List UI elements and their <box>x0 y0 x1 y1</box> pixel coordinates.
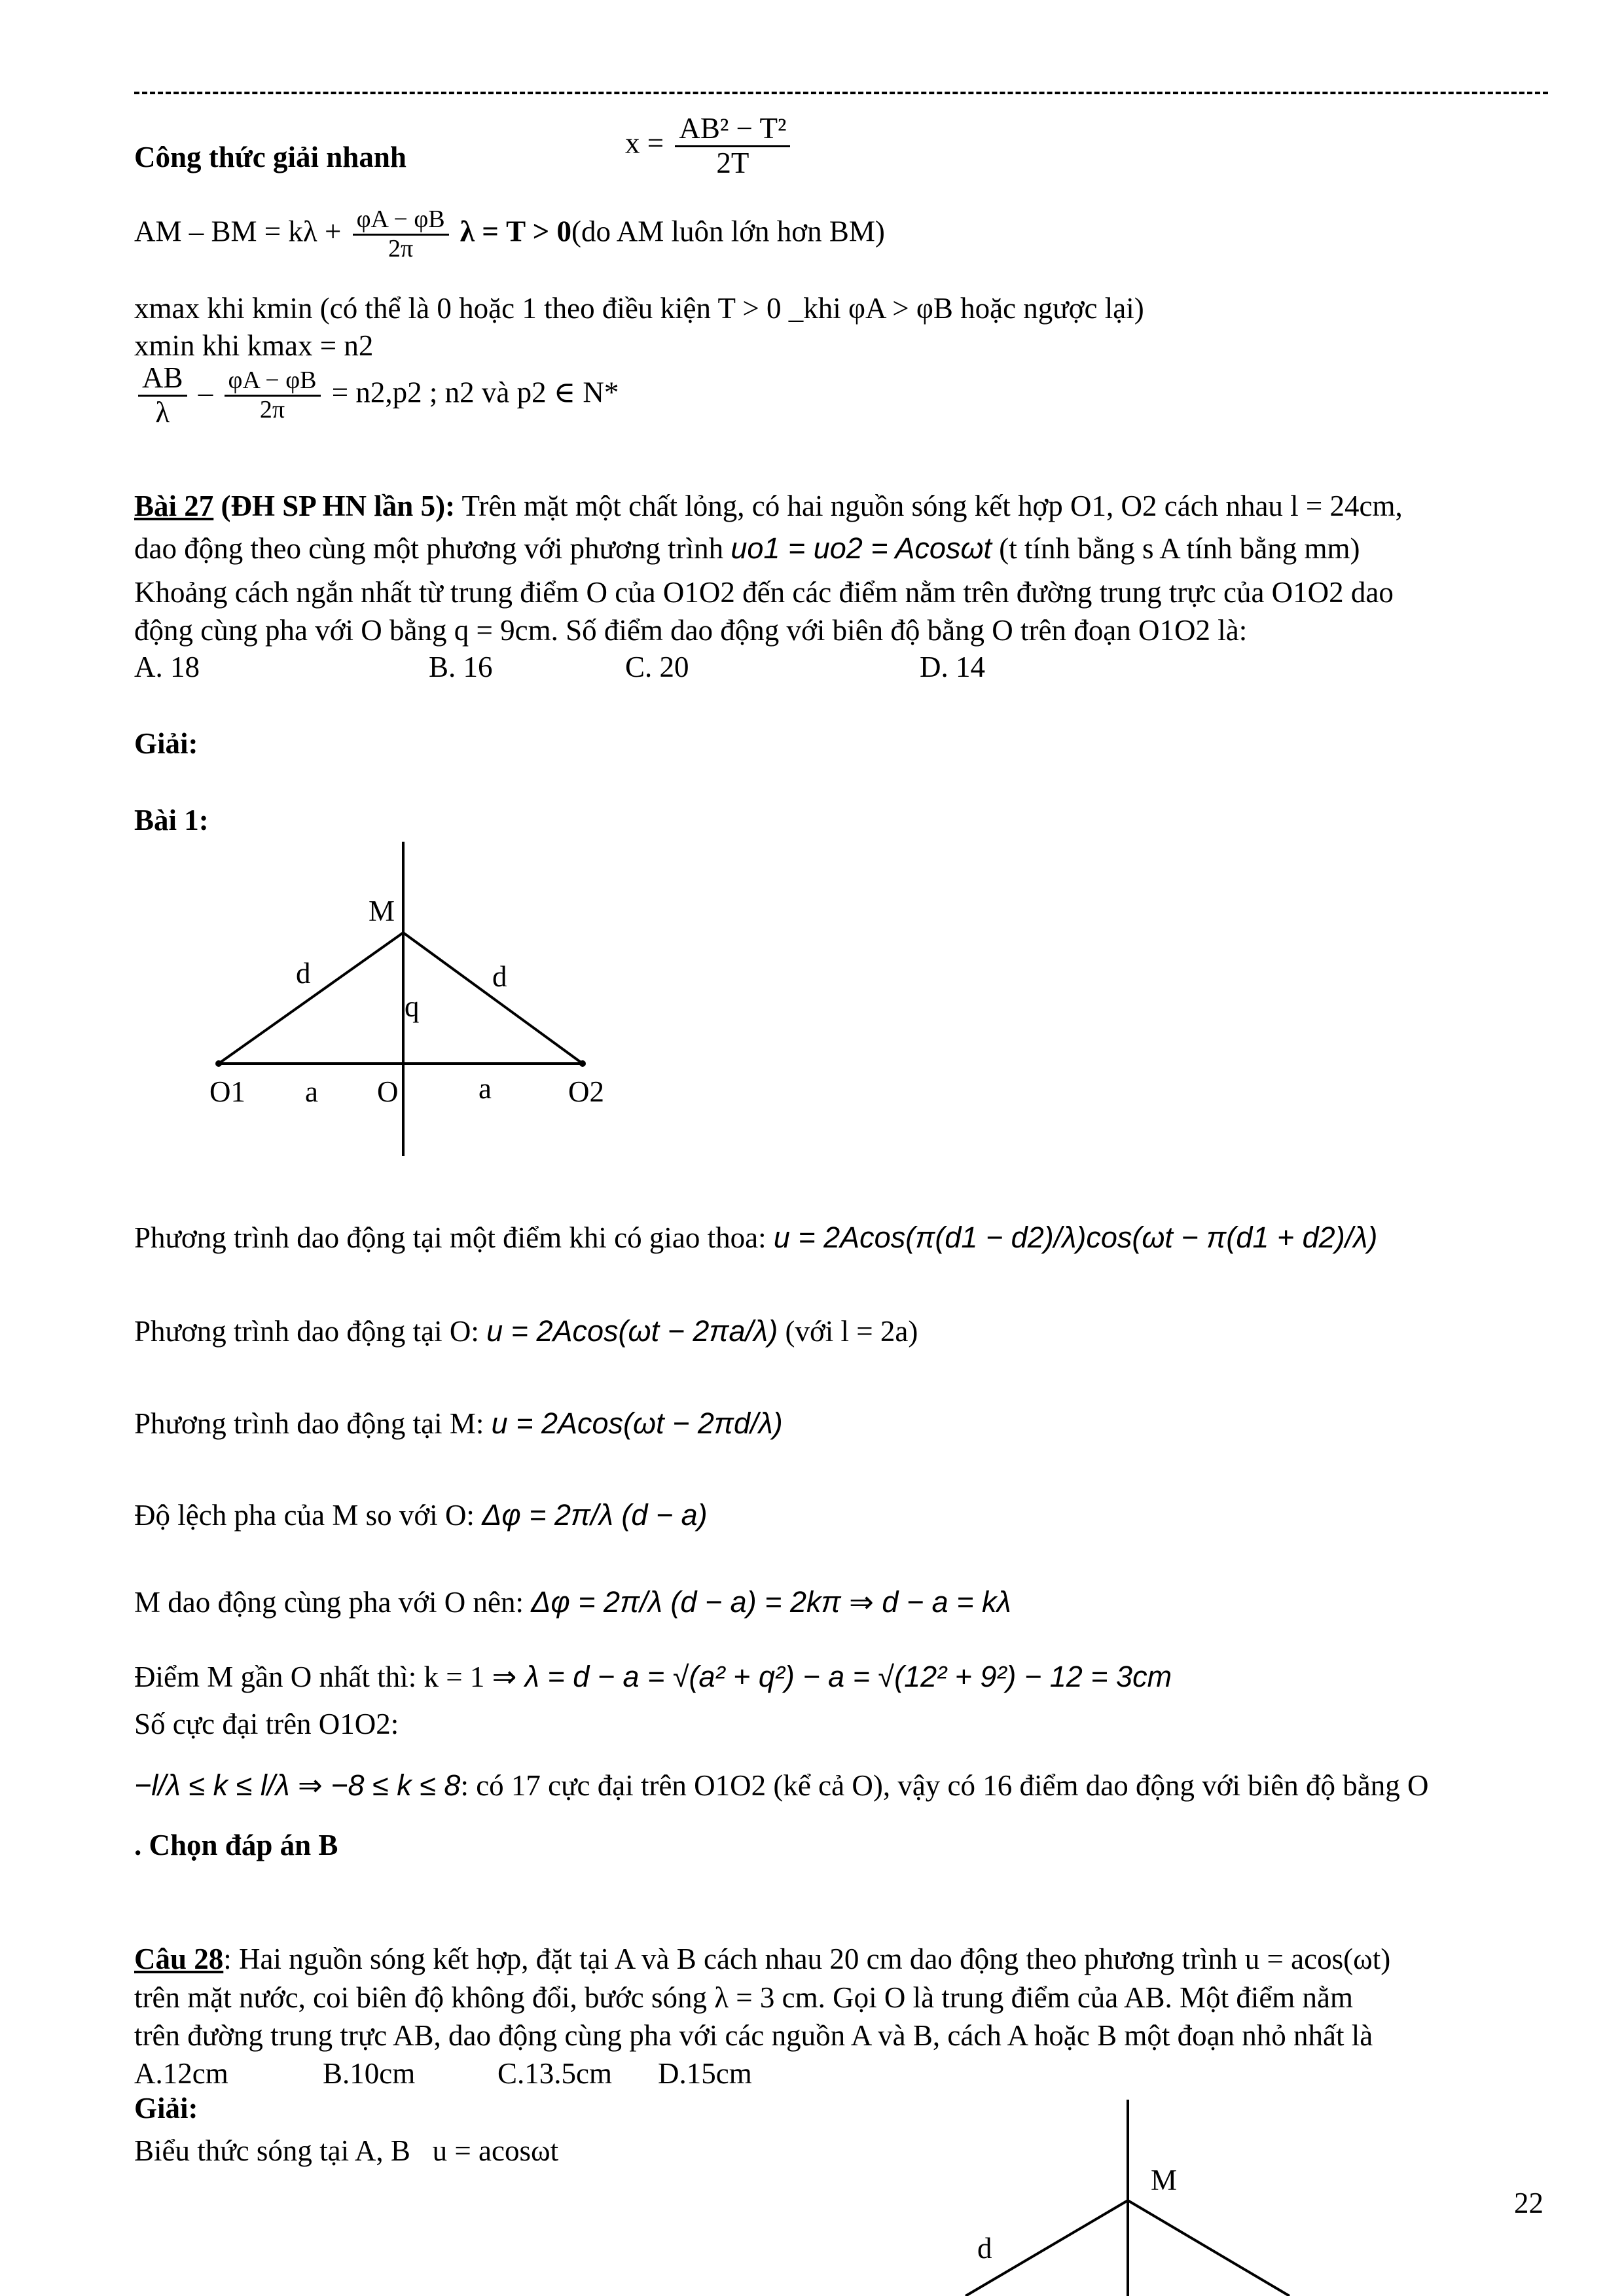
eq6-text: Điểm M gần O nhất thì: k = 1 <box>134 1660 485 1693</box>
eq6-math: ⇒ λ = d − a = √(a² + q²) − a = √(12² + 9²) − 12 = 3cm <box>492 1660 1172 1693</box>
label-m: M <box>369 895 395 927</box>
bai27-option-b: B. 16 <box>429 651 493 683</box>
bai27-option-d: D. 14 <box>920 651 985 683</box>
formula-line2-numerator: φA − φB <box>353 206 449 236</box>
solution-eq1 <box>134 1219 1377 1256</box>
label-o: O <box>377 1075 399 1108</box>
eq5-text: M dao động cùng pha với O nên: <box>134 1586 524 1619</box>
diagram2-right-line <box>1128 2200 1290 2296</box>
cau28-line1 <box>134 1941 1390 1977</box>
cau28-line3: trên đường trung trực AB, dao động cùng pha với các nguồn A và B, cách A hoặc B một đoạn nhỏ nhất là <box>134 2019 1373 2052</box>
solution-eq4 <box>134 1497 708 1534</box>
o1-m-segment <box>219 933 403 1064</box>
label-o2: O2 <box>568 1075 604 1108</box>
formula-line2-rhs: λ = T > 0 <box>460 215 571 248</box>
eq2-note: (với l = 2a) <box>785 1315 918 1348</box>
solution-conclusion: . Chọn đáp án B <box>134 1829 338 1861</box>
label-a-right: a <box>478 1072 492 1105</box>
formula-x-numerator: AB² − T² <box>675 113 790 147</box>
cau28-giai: Giải: <box>134 2092 198 2125</box>
cau28-option-c: C.13.5cm <box>497 2057 612 2090</box>
eq8-text: : có 17 cực đại trên O1O2 (kể cả O), vậy có 16 điểm dao động với biên độ bằng O <box>460 1769 1429 1802</box>
formula-line2-note: (do AM luôn lớn hơn BM) <box>571 215 885 248</box>
solution-eq3 <box>134 1405 783 1442</box>
formula-line5-rhs: = n2,p2 ; n2 và p2 ∈ N* <box>331 376 619 409</box>
bai27-text2a: dao động theo cùng một phương với phương trình <box>134 532 724 565</box>
cau28-line2: trên mặt nước, coi biên độ không đổi, bước sóng λ = 3 cm. Gọi O là trung điểm của AB. Một điểm nằm <box>134 1981 1354 2014</box>
bai27-option-a: A. 18 <box>134 651 200 683</box>
eq4-text: Độ lệch pha của M so với O: <box>134 1499 475 1532</box>
eq2-text: Phương trình dao động tại O: <box>134 1315 479 1348</box>
formula-line5-frac2-num: φA − φB <box>225 367 321 397</box>
top-dashed-separator <box>134 92 1548 94</box>
solution-eq6 <box>134 1659 1172 1695</box>
eq8-math: −l/λ ≤ k ≤ l/λ ⇒ −8 ≤ k ≤ 8 <box>134 1768 461 1802</box>
label-q: q <box>405 990 420 1023</box>
solution-eq2 <box>134 1313 918 1350</box>
formula-line2-fraction <box>353 206 449 263</box>
formula-xmin-line: xmin khi kmax = n2 <box>134 329 374 362</box>
cau28-label: Câu 28 <box>134 1943 224 1975</box>
eq1-text: Phương trình dao động tại một điểm khi có giao thoa: <box>134 1221 767 1254</box>
o1-point <box>215 1060 222 1067</box>
giai-label: Giải: <box>134 727 198 760</box>
solution-eq8 <box>134 1767 1428 1804</box>
label-d-right: d <box>492 960 507 993</box>
label-d-left: d <box>296 957 311 990</box>
eq3-math: u = 2Acos(ωt − 2πd/λ) <box>491 1407 783 1440</box>
bai27-line1 <box>134 488 1403 524</box>
bai27-text2b: (t tính bằng s A tính bằng mm) <box>999 532 1360 565</box>
label-o1: O1 <box>209 1075 245 1108</box>
bieu-thuc-text: Biểu thức sóng tại A, B <box>134 2134 410 2167</box>
formula-line5: $\frac{AB}{\lambda}$ – $\frac{\varphi A - \varphi B}{2\pi}$ = n2,p2 ; n2 và p2 ∈ N* <box>134 362 619 429</box>
cau28-option-d: D.15cm <box>658 2057 752 2090</box>
formula-line2-lhs: AM – BM = kλ + <box>134 215 342 248</box>
second-diagram <box>916 2094 1375 2296</box>
page-number: 22 <box>1514 2187 1543 2219</box>
formula-line5-frac1-den: λ <box>155 395 170 429</box>
bai27-line2 <box>134 530 1360 567</box>
eq4-math: Δφ = 2π/λ (d − a) <box>482 1498 708 1532</box>
cau28-bieu-thuc <box>134 2132 558 2169</box>
formula-line5-frac2 <box>225 367 321 424</box>
diagram2-label-m: M <box>1151 2164 1178 2197</box>
triangle-diagram <box>196 838 655 1165</box>
solution-eq5 <box>134 1584 1011 1621</box>
bai27-line4: động cùng pha với O bằng q = 9cm. Số điểm dao động với biên độ bằng O trên đoạn O1O2 là: <box>134 614 1248 647</box>
formula-xmax-line: xmax khi kmin (có thể là 0 hoặc 1 theo điều kiện T > 0 _khi φA > φB hoặc ngược lại) <box>134 292 1144 325</box>
eq2-math: u = 2Acos(ωt − 2πa/λ) <box>486 1314 778 1348</box>
formula-x-denominator: 2T <box>716 146 749 179</box>
formula-title: Công thức giải nhanh <box>134 141 406 173</box>
formula-x-lhs: x = <box>625 126 664 160</box>
bai27-line3: Khoảng cách ngắn nhất từ trung điểm O của O1O2 đến các điểm nằm trên đường trung trực của O1O2 dao <box>134 576 1394 609</box>
bai27-text1: Trên mặt một chất lỏng, có hai nguồn sóng kết hợp O1, O2 cách nhau l = 24cm, <box>461 490 1403 522</box>
bai1-label: Bài 1: <box>134 804 209 836</box>
solution-eq7: Số cực đại trên O1O2: <box>134 1708 399 1740</box>
eq5-math: Δφ = 2π/λ (d − a) = 2kπ ⇒ d − a = kλ <box>531 1585 1011 1619</box>
bai27-label: Bài 27 <box>134 490 214 522</box>
cau28-option-a: A.12cm <box>134 2057 228 2090</box>
bieu-thuc-eq: u = acosωt <box>432 2134 559 2167</box>
cau28-option-b: B.10cm <box>323 2057 416 2090</box>
diagram2-label-d: d <box>977 2232 992 2265</box>
bai27-option-c: C. 20 <box>625 651 689 683</box>
formula-line2-denominator: 2π <box>388 234 414 262</box>
eq3-text: Phương trình dao động tại M: <box>134 1407 484 1440</box>
label-a-left: a <box>305 1075 318 1108</box>
formula-line5-frac1 <box>138 362 187 429</box>
bai27-equation: uo1 = uo2 = Acosωt <box>731 531 992 565</box>
formula-line2 <box>134 206 885 263</box>
formula-x-fraction <box>675 113 790 179</box>
formula-line5-frac1-num: AB <box>138 362 187 397</box>
formula-line5-frac2-den: 2π <box>259 395 285 423</box>
formula-x <box>625 113 794 179</box>
cau28-text1: : Hai nguồn sóng kết hợp, đặt tại A và B cách nhau 20 cm dao động theo phương trình u = acos(ωt) <box>223 1943 1391 1975</box>
m-o2-segment <box>403 933 583 1064</box>
eq1-math: u = 2Acos(π(d1 − d2)/λ)cos(ωt − π(d1 + d2)/λ) <box>773 1221 1378 1254</box>
bai27-source: (ĐH SP HN lần 5): <box>221 490 456 522</box>
o2-point <box>579 1060 586 1067</box>
